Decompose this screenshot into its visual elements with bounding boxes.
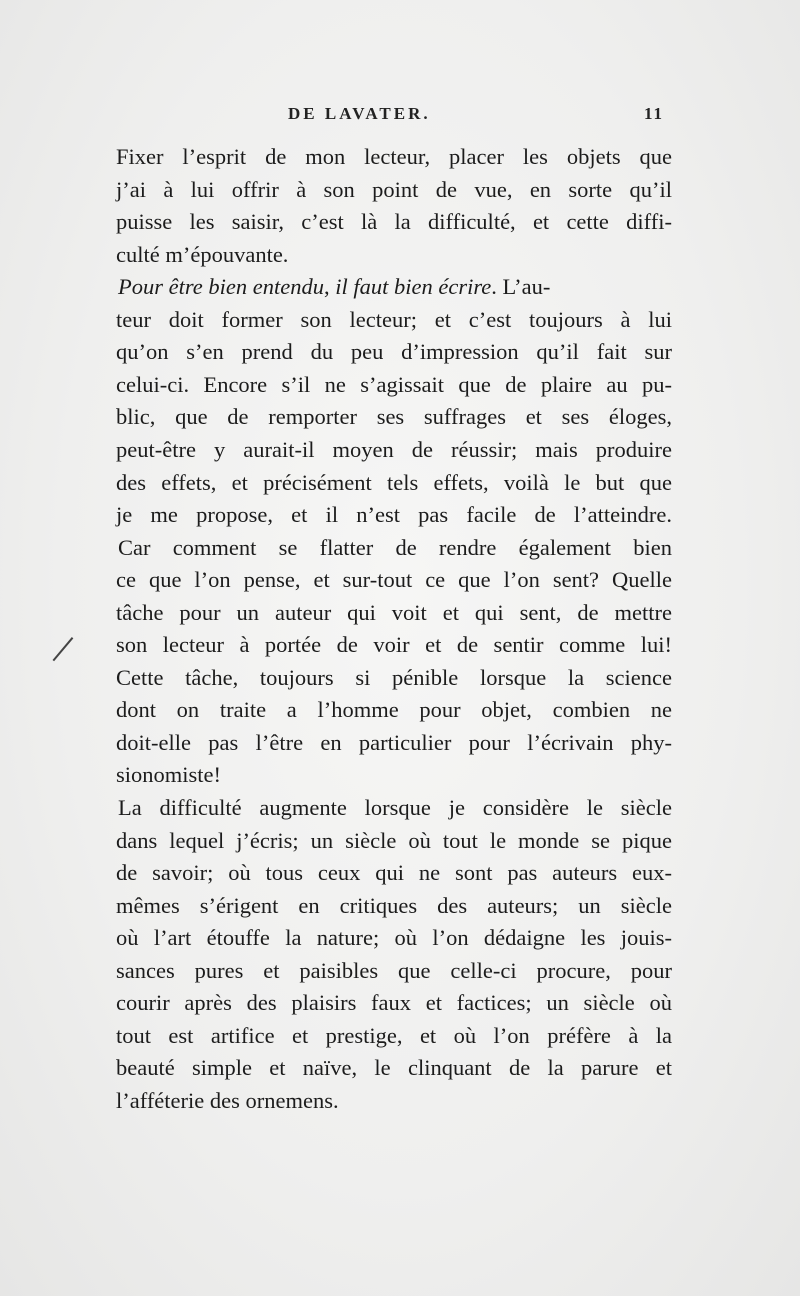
text-line: [116, 954, 672, 987]
text-line: [116, 758, 672, 791]
text-line: [116, 921, 672, 954]
text-line: [116, 563, 672, 596]
text-line: [116, 400, 672, 433]
text-run: teur doit former son lecteur; et c’est toujours à lui: [116, 306, 672, 332]
text-run: qu’on s’en prend du peu d’impression qu’il fait sur: [116, 339, 672, 365]
text-line: [116, 335, 672, 368]
text-run: ce que l’on pense, et sur-tout ce que l’on sent? Quelle: [116, 567, 672, 593]
text-run: puisse les saisir, c’est là la difficulté, et cette diffi-: [116, 209, 672, 235]
text-line: [116, 596, 672, 629]
text-run: sionomiste!: [116, 762, 221, 788]
text-run: beauté simple et naïve, le clinquant de la parure et: [116, 1055, 672, 1081]
text-line: [116, 661, 672, 694]
text-run: celui-ci. Encore s’il ne s’agissait que de plaire au pu-: [116, 371, 672, 397]
text-run: doit-elle pas l’être en particulier pour l’écrivain phy-: [116, 729, 672, 755]
text-line: [116, 498, 672, 531]
running-title: DE LAVATER.: [288, 104, 431, 123]
text-run: Fixer l’esprit de mon lecteur, placer les objets que: [116, 144, 672, 169]
text-run: culté m’épouvante.: [116, 241, 289, 267]
text-line: [116, 303, 672, 336]
text-run: courir après des plaisirs faux et factices; un siècle où: [116, 990, 672, 1016]
text-line: [116, 173, 672, 206]
text-line: [116, 986, 672, 1019]
text-run: dont on traite a l’homme pour objet, combien ne: [116, 697, 672, 723]
text-run: dans lequel j’écris; un siècle où tout le monde se pique: [116, 827, 672, 853]
text-line: [116, 693, 672, 726]
text-line: [116, 1019, 672, 1052]
margin-pencil-mark: [53, 637, 73, 661]
italic-phrase: Pour être bien entendu: [118, 274, 324, 300]
text-run: peut-être y aurait-il moyen de réussir; mais produire: [116, 436, 672, 462]
text-line: [116, 628, 672, 661]
text-run: Car comment se flatter de rendre également bien: [118, 534, 672, 560]
text-run: son lecteur à portée de voir et de sentir comme lui!: [116, 632, 672, 658]
text-run: . L’au-: [491, 274, 551, 300]
text-line: [116, 1084, 672, 1117]
text-run: tout est artifice et prestige, et où l’on préfère à la: [116, 1022, 672, 1048]
text-run: je me propose, et il n’est pas facile de l’atteindre.: [116, 502, 672, 528]
text-run: tâche pour un auteur qui voit et qui sent, de mettre: [116, 599, 672, 625]
text-line: [116, 238, 672, 271]
text-line: [116, 726, 672, 759]
text-run: des effets, et précisément tels effets, voilà le but que: [116, 469, 672, 495]
text-run: ,: [323, 274, 336, 300]
text-run: j’ai à lui offrir à son point de vue, en sorte qu’il: [116, 176, 672, 202]
text-run: La difficulté augmente lorsque je considère le siècle: [118, 795, 672, 820]
text-line: [116, 368, 672, 401]
text-run: où l’art étouffe la nature; où l’on dédaigne les jouis-: [116, 925, 672, 951]
italic-phrase: il faut bien écrire: [335, 274, 492, 300]
text-run: Cette tâche, toujours si pénible lorsque la science: [116, 664, 672, 690]
text-line: [116, 856, 672, 889]
text-line: [118, 791, 672, 824]
text-line: [116, 1051, 672, 1084]
text-line: [116, 433, 672, 466]
text-line: [118, 531, 672, 564]
text-run: sances pures et paisibles que celle-ci procure, pour: [116, 957, 672, 983]
text-line: [118, 270, 672, 303]
text-run: de savoir; où tous ceux qui ne sont pas auteurs eux-: [116, 860, 672, 886]
page-number: 11: [643, 104, 664, 123]
text-run: mêmes s’érigent en critiques des auteurs; un siècle: [116, 892, 672, 918]
text-run: blic, que de remporter ses suffrages et ses éloges,: [116, 404, 672, 430]
text-line: [116, 466, 672, 499]
text-run: l’afféterie des ornemens.: [116, 1087, 339, 1113]
text-line: [116, 140, 672, 173]
text-line: [116, 824, 672, 857]
running-head: [108, 104, 668, 128]
text-line: [116, 889, 672, 922]
text-line: [116, 205, 672, 238]
